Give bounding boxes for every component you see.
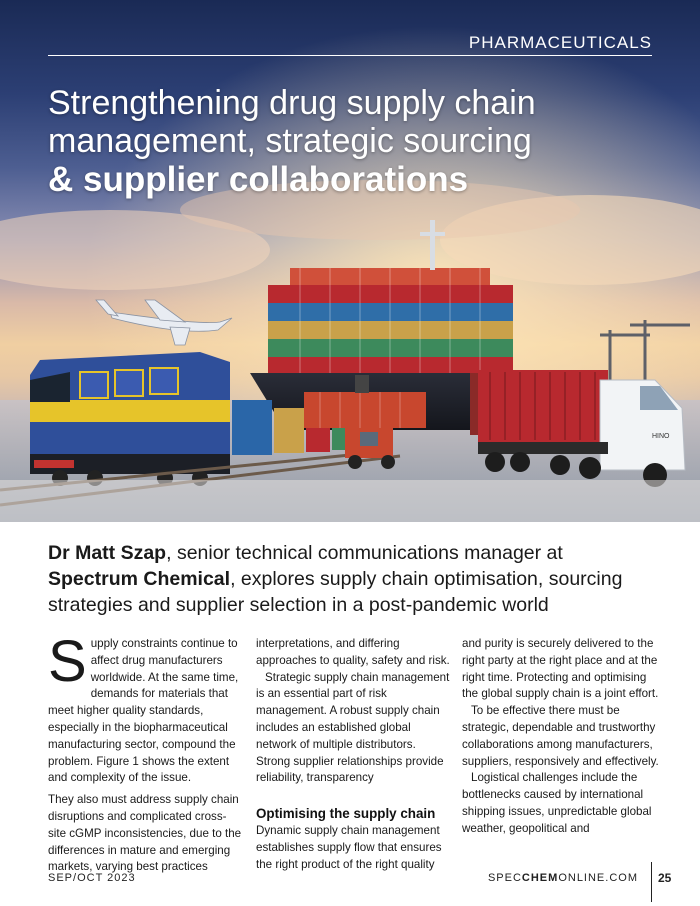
title-line-1: Strengthening drug supply chain	[48, 84, 536, 122]
paragraph: Dynamic supply chain management establishes supply flow that ensures the right product of the right quality	[256, 824, 442, 871]
standfirst-text-1: , senior technical communications manager at	[166, 542, 563, 564]
issue-date: SEP/OCT 2023	[48, 872, 136, 884]
truck-brand-text: HINO	[652, 433, 670, 440]
paragraph: interpretations, and differing approaches to quality, safety and risk.	[256, 637, 450, 667]
standfirst-text-2: , explores supply chain optimisation, sourcing strategies and supplier selection in a post-pandemic world	[48, 568, 623, 617]
body-column-1	[48, 629, 244, 876]
body-column-2	[256, 636, 452, 874]
drop-cap: S	[48, 629, 87, 694]
page-title	[48, 84, 668, 199]
standfirst	[48, 540, 658, 618]
paragraph: Logistical challenges include the bottlenecks caused by international shipping issues, unpredictable global weather, geopolitical and	[462, 771, 652, 835]
header-divider	[48, 55, 652, 56]
page-number: 25	[658, 871, 672, 885]
paragraph-text: upply constraints continue to affect drug manufacturers worldwide. At the same time, demands for materials that meet higher quality standards, especially in the biopharmaceutical manufacturing sector, compound the problem. Figure 1 shows the extent and complexity of the issue.	[48, 637, 239, 785]
paragraph: Strategic supply chain management is an essential part of risk management. A robust supply chain includes an established global network of multiple distributors. Strong supplier relationships provide reliability, transparency	[256, 670, 450, 785]
paragraph	[48, 629, 244, 787]
website-url	[488, 872, 638, 884]
author-name: Dr Matt Szap	[48, 542, 167, 564]
paragraph: To be effective there must be strategic, dependable and trustworthy collaborations among manufacturers, suppliers, responsively and effectively.	[462, 704, 659, 768]
paragraph: They also must address supply chain disruptions and complicated cross-site cGMP inconsistencies, due to the differences in mature and emerging markets, varying best practices	[48, 793, 242, 874]
title-line-2: management, strategic sourcing	[48, 122, 532, 161]
footer-divider	[651, 862, 652, 902]
paragraph: and purity is securely delivered to the right party at the right place and at the right time. Protecting and optimising the global supply chain is a joint effort.	[462, 637, 659, 701]
url-suffix: ONLINE.COM	[558, 872, 638, 884]
section-label: PHARMACEUTICALS	[468, 33, 652, 52]
url-bold: CHEM	[521, 872, 559, 884]
body-column-3	[462, 636, 662, 838]
company-name: Spectrum Chemical	[48, 568, 231, 591]
section-subheading: Optimising the supply chain	[256, 806, 436, 822]
url-prefix: SPEC	[487, 872, 522, 884]
title-line-3: & supplier collaborations	[48, 160, 469, 200]
